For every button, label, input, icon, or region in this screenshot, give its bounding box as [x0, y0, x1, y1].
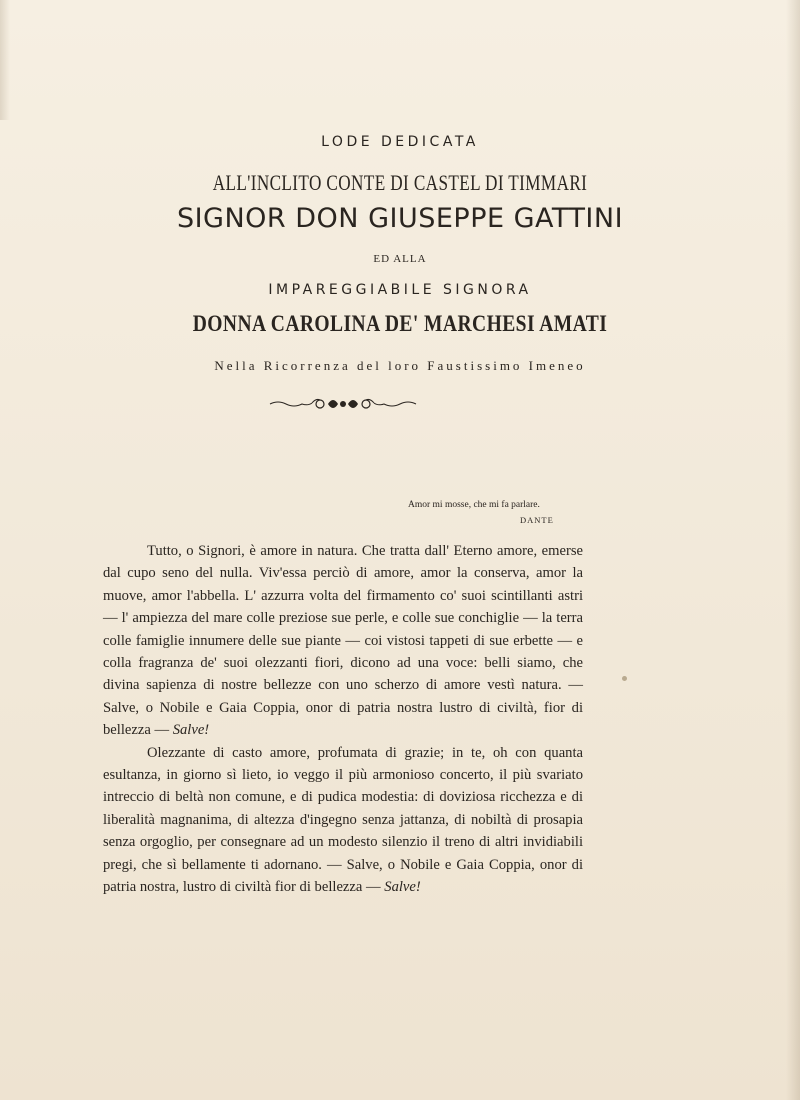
paper-speck: [622, 676, 627, 681]
title-line-conte: ALL'INCLITO CONTE DI CASTEL DI TIMMARI: [212, 170, 588, 195]
title-line-donna: DONNA CAROLINA DE' MARCHESI AMATI: [192, 311, 608, 336]
page-edge-stain: [0, 0, 10, 120]
title-line-signora: IMPAREGGIABILE SIGNORA: [268, 282, 532, 298]
epigraph: [408, 498, 628, 528]
paragraph-1-text: Tutto, o Signori, è amore in natura. Che tratta dall' Eterno amore, emerse dal cupo seno del nulla. Viv'essa perciò di amore, amor la conserva, amor la muove, amor l'abbella. L' azzurra volta del firmamento co' suoi scintillanti astri — l' ampiezza del mare colle preziose sue perle, e colle sue conchiglie — la terra colle famiglie innumere delle sue piante — coi vistosi tappeti di sue erbette — e colla fragranza de' suoi olezzanti fiori, dicono ad una voce: belli siamo, che divina sapienza di nostre bellezze con uno scherzo di amore vestì natura. — Salve, o Nobile e Gaia Coppia, onor di patria nostra lustro di civiltà, fior di bellezza —: [103, 543, 583, 739]
title-line-ed-alla: ED ALLA: [373, 253, 427, 265]
page-edge-shadow: [786, 0, 800, 1100]
epigraph-quote: Amor mi mosse, che mi fa parlare.: [408, 500, 540, 510]
epigraph-author: DANTE: [520, 515, 554, 525]
paragraph-1-salve: Salve!: [172, 722, 210, 739]
paragraph-2-text: Olezzante di casto amore, profumata di grazie; in te, oh con quanta esultanza, in giorno sì lieto, io veggo il più armonioso concerto, il più svariato intreccio di beltà non comune, e di pudica modestia: di doviziosa ricchezza e di liberalità magnanima, di altezza d'ingegno senza jattanza, di nobiltà di prosapia senza orgoglio, per consegnare ad un modesto silenzio il treno di altri invidiabili pregi, che sì bellamente ti adornano. — Salve, o Nobile e Gaia Coppia, onor di patria nostra, lustro di civiltà fior di bellezza —: [103, 744, 583, 896]
paragraph-2-salve: Salve!: [384, 879, 421, 896]
paragraph-2: [103, 742, 583, 899]
body-text: [103, 540, 583, 899]
decorative-scroll-ornament-icon: [268, 394, 418, 414]
title-line-lode: LODE DEDICATA: [321, 134, 479, 150]
paragraph-1: [103, 540, 583, 742]
title-line-ricorrenza: Nella Ricorrenza del loro Faustissimo Imeneo: [214, 358, 586, 373]
title-line-signor: SIGNOR DON GIUSEPPE GATTINI: [176, 203, 624, 234]
